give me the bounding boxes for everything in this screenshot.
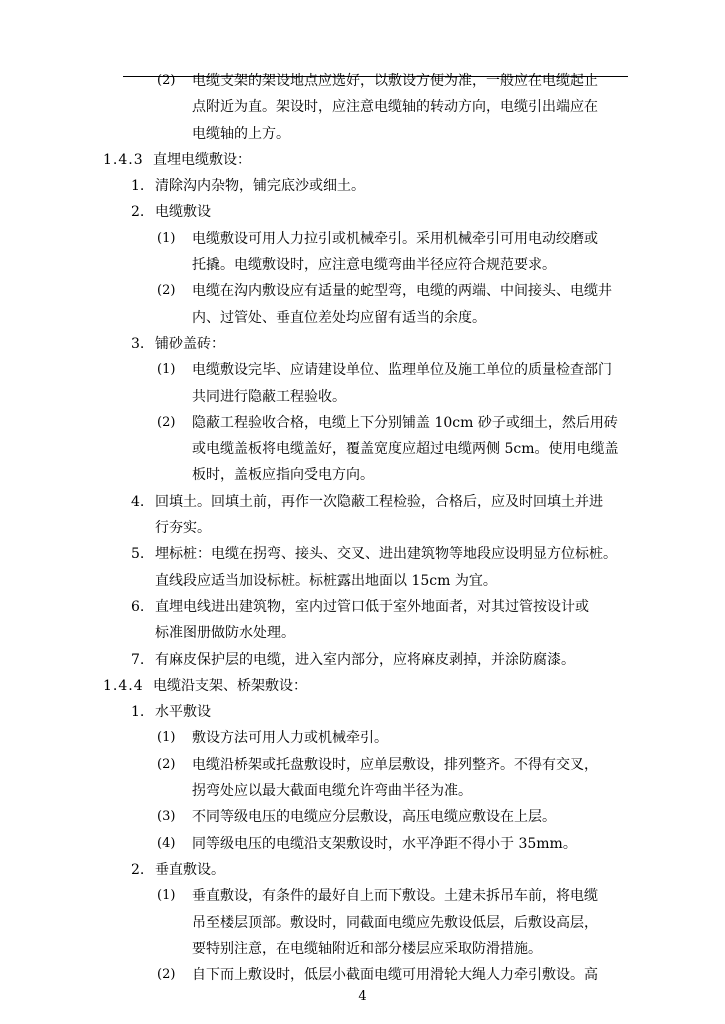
text-line bbox=[0, 278, 725, 304]
text-line bbox=[0, 199, 725, 225]
item-text: 直埋电缆敷设： bbox=[153, 151, 251, 168]
item-text: 不同等级电压的电缆应分层敷设，高压电缆应敷设在上层。 bbox=[192, 809, 556, 826]
text-line bbox=[0, 673, 725, 699]
item-text: 拐弯处应以最大截面电缆允许弯曲半径为准。 bbox=[192, 783, 472, 800]
item-number: (3) bbox=[157, 809, 176, 825]
text-line bbox=[0, 647, 725, 673]
item-text: 直线段应适当加设标桩。标桩露出地面以 15cm 为宜。 bbox=[155, 572, 497, 589]
item-text: 电缆沿桥架或托盘敷设时，应单层敷设，排列整齐。不得有交叉， bbox=[192, 756, 598, 773]
item-number: 2. bbox=[131, 861, 145, 878]
text-line bbox=[0, 804, 725, 830]
item-text: 电缆敷设可用人力拉引或机械牵引。采用机械牵引可用电动绞磨或 bbox=[192, 230, 598, 247]
item-text: 电缆敷设 bbox=[155, 204, 211, 221]
item-number: (1) bbox=[157, 362, 176, 378]
item-text: 要特别注意，在电缆轴附近和部分楼层应采取防滑措施。 bbox=[192, 940, 542, 957]
item-text: 有麻皮保护层的电缆，进入室内部分，应将麻皮剥掉，并涂防腐漆。 bbox=[155, 651, 575, 668]
text-line bbox=[0, 121, 725, 147]
item-text: 电缆敷设完毕、应请建设单位、监理单位及施工单位的质量检查部门 bbox=[192, 362, 612, 379]
page-number: 4 bbox=[358, 989, 367, 1004]
text-line bbox=[0, 568, 725, 594]
text-line bbox=[0, 94, 725, 120]
item-text: 板时，盖板应指向受电方向。 bbox=[192, 467, 374, 484]
item-number: 1.4.4 bbox=[103, 677, 144, 694]
item-text: 或电缆盖板将电缆盖好，覆盖宽度应超过电缆两侧 5cm。使用电缆盖 bbox=[192, 441, 619, 458]
text-line bbox=[0, 357, 725, 383]
item-text: 点附近为直。架设时，应注意电缆轴的转动方向，电缆引出端应在 bbox=[192, 99, 598, 116]
text-line bbox=[0, 910, 725, 936]
text-line bbox=[0, 410, 725, 436]
text-line bbox=[0, 962, 725, 988]
text-line bbox=[0, 699, 725, 725]
item-text: 水平敷设 bbox=[155, 704, 211, 721]
item-text: 回填土。回填土前，再作一次隐蔽工程检验，合格后，应及时回填土并进 bbox=[155, 493, 603, 510]
item-text: 直埋电线进出建筑物，室内过管口低于室外地面者，对其过管按设计或 bbox=[155, 598, 589, 615]
text-line bbox=[0, 883, 725, 909]
item-text: 电缆在沟内敷设应有适量的蛇型弯，电缆的两端、中间接头、电缆井 bbox=[192, 283, 612, 300]
item-number: 6. bbox=[131, 598, 145, 615]
item-number: (2) bbox=[157, 967, 176, 983]
item-number: (2) bbox=[157, 283, 176, 299]
item-number: 7. bbox=[131, 651, 145, 668]
item-number: (2) bbox=[157, 73, 176, 88]
text-line bbox=[0, 831, 725, 857]
item-number: (1) bbox=[157, 230, 176, 246]
text-line bbox=[0, 331, 725, 357]
item-number: 4. bbox=[131, 493, 145, 510]
text-line bbox=[0, 752, 725, 778]
text-line bbox=[0, 594, 725, 620]
item-text: 标准图册做防水处理。 bbox=[155, 625, 295, 642]
item-text: 内、过管处、垂直位差处均应留有适当的余度。 bbox=[192, 309, 486, 326]
item-text: 托撬。电缆敷设时，应注意电缆弯曲半径应符合规范要求。 bbox=[192, 257, 556, 274]
item-number: 1.4.3 bbox=[103, 151, 144, 168]
text-line bbox=[0, 226, 725, 252]
text-line bbox=[0, 620, 725, 646]
text-line bbox=[0, 489, 725, 515]
item-text: 垂直敷设。 bbox=[155, 861, 225, 878]
text-line bbox=[0, 936, 725, 962]
text-line bbox=[0, 147, 725, 173]
item-number: 5. bbox=[131, 546, 145, 563]
item-text: 敷设方法可用人力或机械牵引。 bbox=[192, 730, 388, 747]
text-line bbox=[0, 541, 725, 567]
item-text: 共同进行隐蔽工程验收。 bbox=[192, 388, 346, 405]
item-text: 电缆轴的上方。 bbox=[192, 125, 290, 142]
item-number: (2) bbox=[157, 414, 176, 430]
item-text: 自下而上敷设时，低层小截面电缆可用滑轮大绳人力牵引敷设。高 bbox=[192, 967, 598, 984]
item-text: 垂直敷设，有条件的最好自上而下敷设。土建未拆吊车前，将电缆 bbox=[192, 888, 598, 905]
item-text: 隐蔽工程验收合格，电缆上下分别铺盖 10cm 砂子或细土，然后用砖 bbox=[192, 414, 618, 431]
item-number: (1) bbox=[157, 730, 176, 746]
document-body bbox=[0, 68, 725, 988]
item-number: 3. bbox=[131, 335, 145, 352]
text-line bbox=[0, 725, 725, 751]
item-number: (4) bbox=[157, 835, 176, 851]
text-line bbox=[0, 68, 725, 94]
text-line bbox=[0, 436, 725, 462]
item-number: 2. bbox=[131, 204, 145, 221]
text-line bbox=[0, 857, 725, 883]
text-line bbox=[0, 778, 725, 804]
item-number: (1) bbox=[157, 888, 176, 904]
item-text: 吊至楼层顶部。敷设时，同截面电缆应先敷设低层，后敷设高层， bbox=[192, 914, 598, 931]
text-line bbox=[0, 462, 725, 488]
item-text: 埋标桩：电缆在拐弯、接头、交叉、进出建筑物等地段应设明显方位标桩。 bbox=[155, 546, 617, 563]
item-text: 电缆沿支架、桥架敷设： bbox=[153, 677, 307, 694]
text-line bbox=[0, 252, 725, 278]
item-number: (2) bbox=[157, 756, 176, 772]
text-line bbox=[0, 173, 725, 199]
item-number: 1. bbox=[131, 704, 145, 721]
item-text: 清除沟内杂物，铺完底沙或细土。 bbox=[155, 178, 365, 195]
text-line bbox=[0, 384, 725, 410]
item-text: 电缆支架的架设地点应选好，以敷设方便为准，一般应在电缆起止 bbox=[192, 73, 598, 89]
item-text: 铺砂盖砖： bbox=[155, 335, 225, 352]
text-line bbox=[0, 515, 725, 541]
text-line bbox=[0, 305, 725, 331]
item-text: 同等级电压的电缆沿支架敷设时，水平净距不得小于 35mm。 bbox=[192, 835, 577, 852]
item-number: 1. bbox=[131, 178, 145, 195]
item-text: 行夯实。 bbox=[155, 520, 211, 537]
